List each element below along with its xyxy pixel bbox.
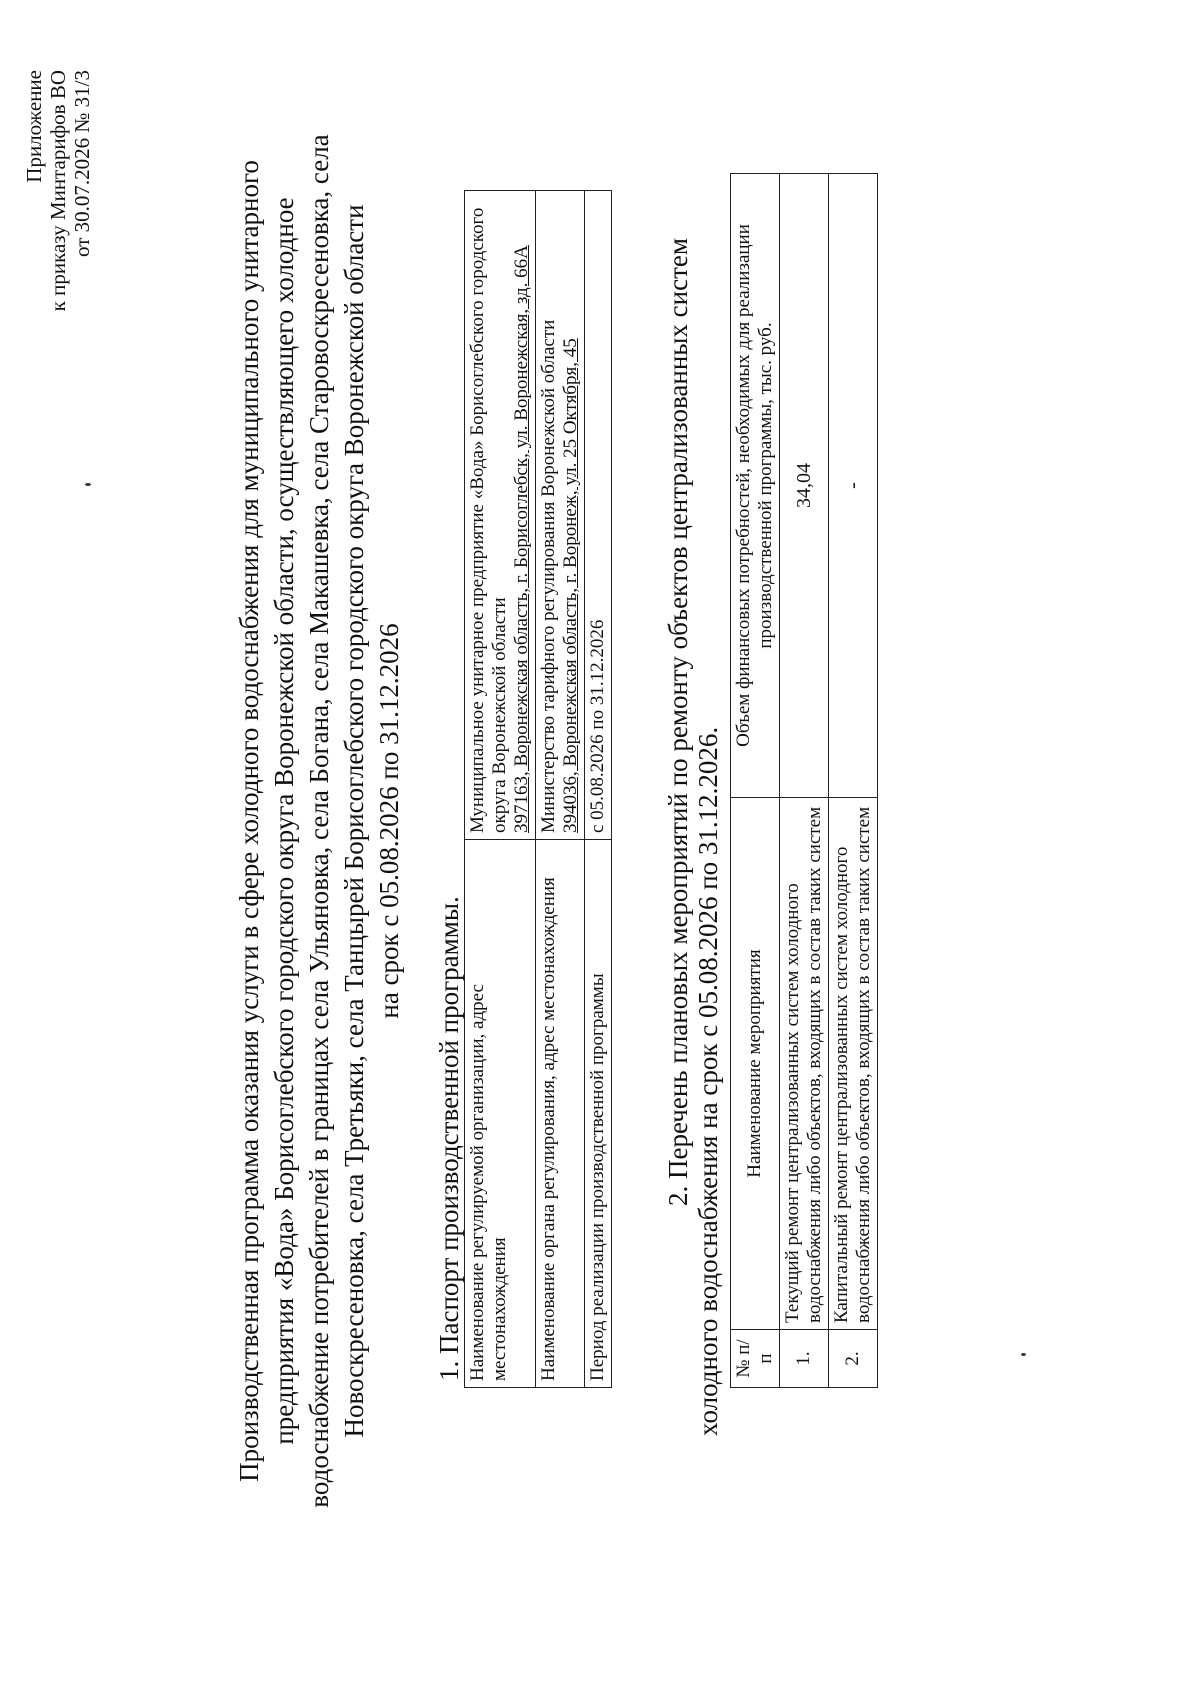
table-row (829, 174, 878, 1388)
annex-date: от 30.07.2026 № 31/3 (70, 70, 94, 258)
measures-table (730, 173, 878, 1388)
table-row (536, 191, 585, 1388)
header-name: Наименование мероприятия (731, 798, 780, 1330)
passport-value: с 05.08.2026 по 31.12.2026 (585, 191, 612, 840)
title-line: на срок с 05.08.2026 по 31.12.2026 (374, 623, 404, 1019)
row-name: Капитальный ремонт централизованных систем холодного водоснабжения либо объектов, входящих в состав таких систем (829, 798, 878, 1330)
row-num: 1. (780, 1330, 829, 1388)
passport-label: Наименование органа регулирования, адрес местонахождения (536, 840, 585, 1388)
row-name: Текущий ремонт централизованных систем холодного водоснабжения либо объектов, входящих в состав таких систем (780, 798, 829, 1330)
annex-order: к приказу Минтарифов ВО (46, 70, 70, 312)
table-row (585, 191, 612, 1388)
table-header-row (731, 174, 780, 1388)
table-row (465, 191, 536, 1388)
title-line: водоснабжение потребителей в границах села Ульяновка, села Богана, села Макашевка, села Старовоскресеновка, села (304, 134, 334, 1508)
title-line: предприятия «Вода» Борисоглебского городского округа Воронежской области, осуществляющего холодное (269, 197, 299, 1445)
section1-heading: 1. Паспорт производственной программы. (434, 896, 464, 1381)
scan-speck (1021, 1353, 1026, 1356)
row-num: 2. (829, 1330, 878, 1388)
title-line: Новоскресеновка, села Третьяки, села Танцырей Борисоглебского городского округа Воронежской области (339, 204, 369, 1438)
section2-heading: 2. Перечень плановых мероприятий по ремонту объектов централизованных систем холодного водоснабжения на срок с 05.08.2026 по 31.12.2026. (663, 238, 723, 1436)
passport-value (465, 191, 536, 840)
value-text: Министерство тарифного регулирования Воронежской области (538, 319, 559, 833)
annex-header (22, 70, 94, 311)
annex-title: Приложение (22, 70, 46, 183)
passport-value (536, 191, 585, 840)
passport-table (464, 190, 612, 1388)
row-amount: - (829, 174, 878, 798)
header-amount: Объем финансовых потребностей, необходимых для реализации производственной программы, тыс. руб. (731, 174, 780, 798)
scan-speck (85, 483, 91, 486)
value-text: Муниципальное унитарное предприятие «Вода» Борисоглебского городского округа Воронежской области (467, 207, 510, 833)
row-amount: 34,04 (780, 174, 829, 798)
value-address: 397163, Воронежская область, г. Борисоглебск, ул. Воронежская, зд. 66А (511, 245, 532, 833)
title-line: Производственная программа оказания услуги в сфере холодного водоснабжения для муниципального унитарного (234, 160, 264, 1482)
table-row (780, 174, 829, 1388)
header-num: № п/п (731, 1330, 780, 1388)
document-title (232, 126, 407, 1516)
passport-label: Период реализации производственной программы (585, 840, 612, 1388)
passport-label: Наименование регулируемой организации, адрес местонахождения (465, 840, 536, 1388)
value-address: 394036, Воронежская область, г. Воронеж, ул. 25 Октября, 45 (560, 338, 581, 833)
